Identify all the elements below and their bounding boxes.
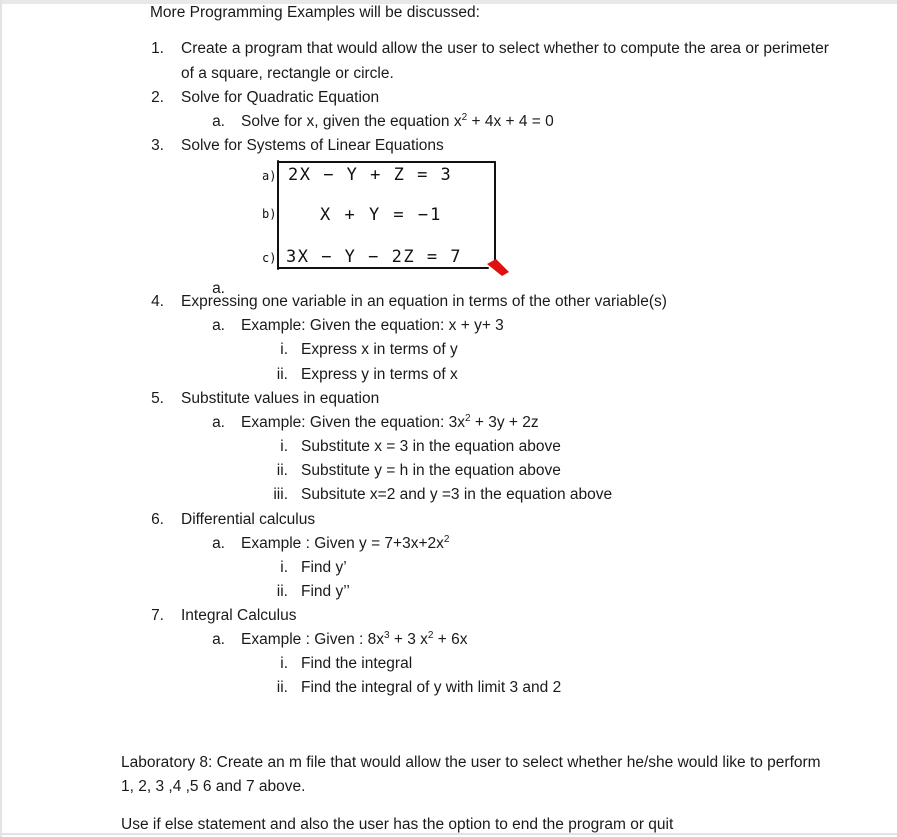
handwritten-equation-a: 2X − Y + Z = 3	[288, 165, 453, 185]
sub-sub-list-item: Express x in terms of y	[301, 341, 458, 358]
page-left-edge	[0, 0, 2, 837]
sub-list-item: Example: Given the equation: $3x^2 + 3y + 2z$	[241, 413, 539, 431]
list-item: Expressing one variable in an equation in terms of the other variable(s)	[181, 293, 667, 310]
sub-sub-list-item: Find the integral	[301, 655, 413, 672]
list-item: Integral Calculus	[181, 607, 297, 624]
lab-instruction-line: Laboratory 8: Create an m file that would allow the user to select whether he/she would like to perform	[121, 754, 821, 771]
sub-list-marker: a.	[212, 631, 225, 648]
sub-sub-list-marker: i.	[280, 559, 288, 576]
sub-list-item: Example: Given the equation: x + y+ 3	[241, 317, 504, 334]
red-marker-stroke	[487, 259, 509, 276]
sub-list-marker: a.	[212, 317, 225, 334]
sub-sub-list-item: Find y’	[301, 559, 347, 576]
list-item: Solve for Quadratic Equation	[181, 89, 380, 106]
document-heading: More Programming Examples will be discussed:	[150, 4, 480, 21]
list-marker: 4.	[151, 293, 164, 310]
sub-sub-list-item: Find y’’	[301, 583, 350, 600]
sub-sub-list-marker: ii.	[276, 462, 288, 479]
handwritten-equations-drawing	[262, 158, 512, 276]
list-marker: 7.	[151, 607, 164, 624]
sub-sub-list-marker: i.	[280, 655, 288, 672]
list-marker: 6.	[151, 511, 164, 528]
list-item: Solve for Systems of Linear Equations	[181, 137, 444, 154]
sub-sub-list-marker: ii.	[276, 583, 288, 600]
handwritten-equation-b: X + Y = −1	[320, 205, 443, 225]
sub-sub-list-marker: iii.	[273, 486, 288, 503]
handwritten-equation-c: 3X − Y − 2Z = 7	[286, 247, 463, 267]
handwritten-label-c: c)	[262, 251, 277, 265]
list-item: Differential calculus	[181, 511, 316, 528]
sub-list-marker: a.	[212, 113, 225, 130]
sub-sub-list-marker: i.	[280, 341, 288, 358]
sub-list-marker: a.	[212, 414, 225, 431]
list-item: Create a program that would allow the user to select whether to compute the area or perimeter	[181, 40, 829, 57]
list-marker: 5.	[151, 390, 164, 407]
sub-sub-list-item: Subsitute x=2 and y =3 in the equation above	[301, 486, 613, 503]
sub-list-item: Example : Given $y = 7+3x+2x^2$	[241, 534, 450, 552]
sub-list-marker: a.	[212, 280, 225, 297]
handwritten-equations-image	[262, 158, 512, 276]
lab-instruction-note: Use if else statement and also the user has the option to end the program or quit	[121, 816, 674, 833]
sub-sub-list-item: Express y in terms of x	[301, 366, 458, 383]
sub-sub-list-marker: i.	[280, 438, 288, 455]
sub-sub-list-item: Substitute y = h in the equation above	[301, 462, 561, 479]
sub-list-item: Solve for x, given the equation $x^2 + 4x + 4 = 0$	[241, 112, 554, 130]
list-marker: 2.	[151, 89, 164, 106]
list-marker: 3.	[151, 137, 164, 154]
lab-instruction-line: 1, 2, 3 ,4 ,5 6 and 7 above.	[121, 778, 306, 795]
handwritten-label-a: a)	[262, 169, 277, 183]
sub-sub-list-marker: ii.	[276, 366, 288, 383]
sub-sub-list-item: Find the integral of y with limit 3 and 2	[301, 679, 562, 696]
list-marker: 1.	[151, 40, 164, 57]
list-item-continuation: of a square, rectangle or circle.	[181, 65, 394, 82]
handwritten-label-b: b)	[262, 207, 277, 221]
list-item: Substitute values in equation	[181, 390, 380, 407]
sub-list-marker: a.	[212, 535, 225, 552]
sub-sub-list-marker: ii.	[276, 679, 288, 696]
sub-list-item: Example : Given : $8x^3 + 3$ $x^2 + 6x$	[241, 630, 468, 648]
sub-sub-list-item: Substitute x = 3 in the equation above	[301, 438, 561, 455]
